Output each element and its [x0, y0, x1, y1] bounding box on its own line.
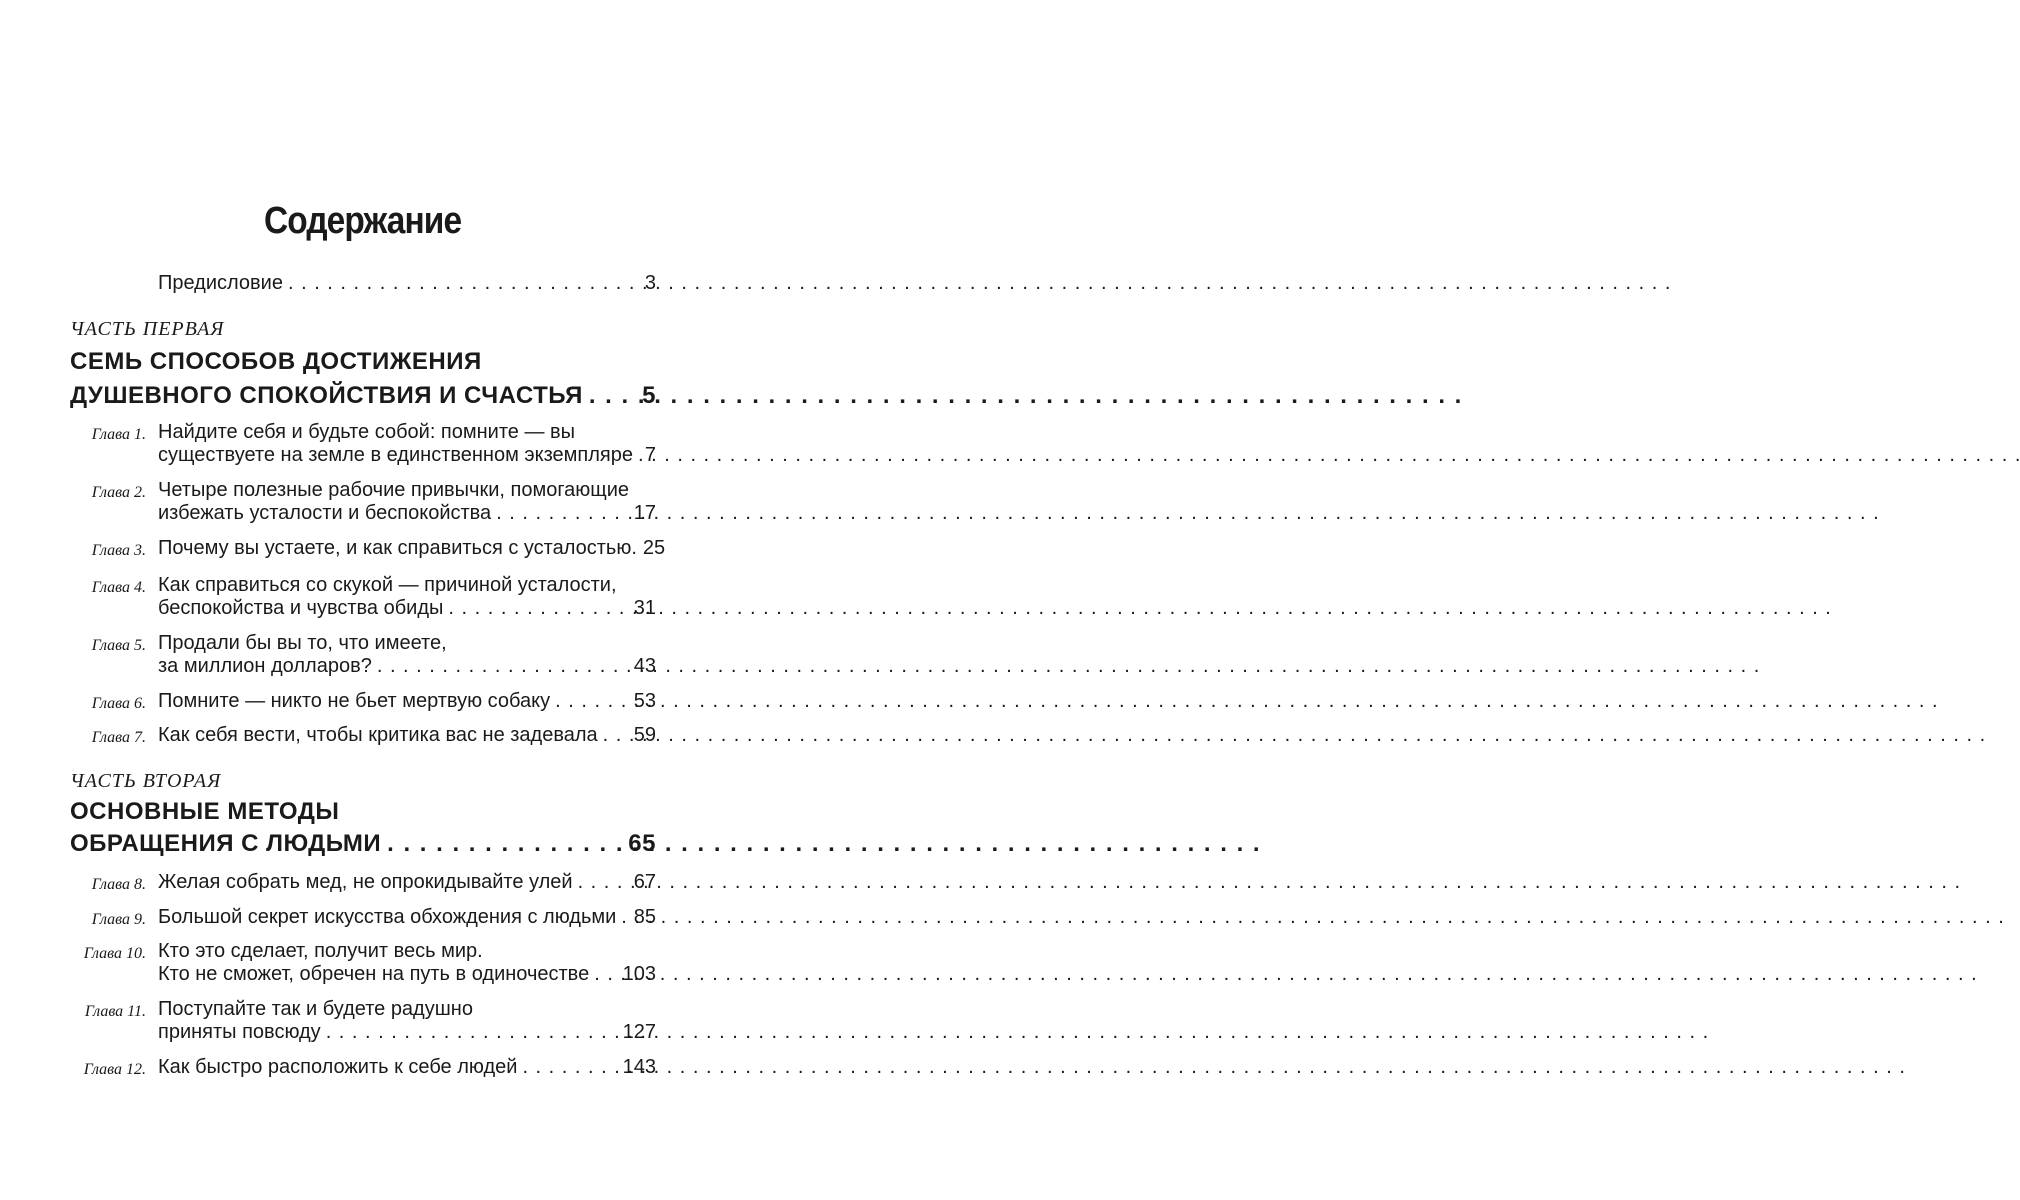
page-number: 43 [633, 655, 656, 677]
chapter-label: Глава 10. [83, 945, 146, 962]
chapter-label: Глава 2. [91, 484, 146, 501]
part-title-line2: ОБРАЩЕНИЯ С ЛЮДЬМИ [70, 830, 382, 857]
part-kicker: ЧАСТЬ ПЕРВАЯ [70, 318, 225, 340]
chapter-title-line2: беспокойства и чувства обиды [158, 597, 444, 619]
chapter-title-line2: за миллион долларов? [158, 655, 372, 677]
chapter-label: Глава 6. [91, 695, 146, 712]
page-number: 17 [633, 502, 656, 524]
part-title-line2-row[interactable] [70, 380, 656, 412]
chapter-title-line1[interactable]: Как справиться со скукой — причиной усталости, [158, 574, 617, 596]
toc-entry-chapter-3[interactable] [158, 535, 666, 562]
dot-leader [517, 1054, 618, 1081]
dot-leader [491, 500, 630, 527]
page-number: 5 [642, 382, 656, 409]
chapter-label: Глава 8. [91, 876, 146, 893]
part-title-line2: ДУШЕВНОГО СПОКОЙСТВИЯ И СЧАСТЬЯ [70, 382, 583, 409]
dot-leader [381, 828, 624, 860]
dot-leader [321, 1019, 619, 1046]
toc-entry-preface[interactable] [158, 270, 656, 297]
chapter-label: Глава 3. [91, 542, 146, 559]
toc-entry-chapter-9[interactable] [158, 904, 656, 931]
chapter-label: Глава 9. [91, 911, 146, 928]
part-title-line2-row[interactable] [70, 828, 656, 860]
part-title-line1: ОСНОВНЫЕ МЕТОДЫ [70, 798, 340, 825]
chapter-title-line1: Желая собрать мед, не опрокидывайте улей [158, 871, 573, 893]
toc-entry-chapter-10[interactable] [158, 961, 656, 988]
chapter-title-line1[interactable]: Найдите себя и будьте собой: помните — вы [158, 421, 576, 443]
part-title-line1: СЕМЬ СПОСОБОВ ДОСТИЖЕНИЯ [70, 348, 482, 375]
dot-leader [633, 442, 641, 469]
toc-entry-chapter-7[interactable] [158, 722, 656, 749]
chapter-title-line2: избежать усталости и беспокойства [158, 502, 492, 524]
toc-entry-chapter-12[interactable] [158, 1054, 656, 1081]
chapter-title-line1[interactable]: Поступайте так и будете радушно [158, 998, 473, 1020]
entry-label: Предисловие [158, 272, 283, 294]
page-number: 143 [622, 1056, 656, 1078]
page-number: 65 [628, 830, 656, 857]
dot-leader [283, 270, 641, 297]
dot-leader [616, 904, 629, 931]
chapter-label: Глава 11. [84, 1003, 146, 1020]
chapter-title-line1: Как быстро расположить к себе людей [158, 1056, 518, 1078]
chapter-title-line1: Почему вы устаете, и как справиться с усталостью. [158, 537, 637, 559]
page-number: 3 [644, 272, 656, 294]
chapter-label: Глава 12. [83, 1061, 146, 1078]
toc-entry-chapter-6[interactable] [158, 688, 656, 715]
page-number: 127 [622, 1021, 656, 1043]
chapter-title-line1[interactable]: Четыре полезные рабочие привычки, помогающие [158, 479, 630, 501]
page-number: 31 [633, 597, 656, 619]
dot-leader [598, 722, 630, 749]
page-number: 53 [633, 690, 656, 712]
toc-entry-chapter-1[interactable] [158, 442, 656, 469]
part-kicker: ЧАСТЬ ВТОРАЯ [70, 770, 222, 792]
chapter-title-line1[interactable]: Кто это сделает, получит весь мир. [158, 940, 483, 962]
dot-leader [583, 380, 638, 412]
toc-entry-chapter-11[interactable] [158, 1019, 656, 1046]
page-number: 7 [644, 444, 656, 466]
dot-leader [372, 653, 630, 680]
page-number: 59 [633, 724, 656, 746]
chapter-title-line2: существуете на земле в единственном экземпляре [158, 444, 633, 466]
toc-page [0, 0, 900, 1200]
dot-leader [589, 961, 618, 988]
page-number: 67 [633, 871, 656, 893]
toc-entry-chapter-5[interactable] [158, 653, 656, 680]
chapter-label: Глава 1. [91, 426, 146, 443]
toc-entry-chapter-2[interactable] [158, 500, 656, 527]
chapter-title-line1[interactable]: Продали бы вы то, что имеете, [158, 632, 447, 654]
toc-entry-chapter-4[interactable] [158, 595, 656, 622]
toc-entry-chapter-8[interactable] [158, 869, 656, 896]
chapter-label: Глава 4. [91, 579, 146, 596]
dot-leader [550, 688, 630, 715]
chapter-title-line2: приняты повсюду [158, 1021, 321, 1043]
chapter-title-line1: Как себя вести, чтобы критика вас не задевала [158, 724, 598, 746]
chapter-title-line1: Помните — никто не бьет мертвую собаку [158, 690, 551, 712]
chapter-label: Глава 5. [91, 637, 146, 654]
chapter-title-line1: Большой секрет искусства обхождения с людьми [158, 906, 617, 928]
page-number: 85 [633, 906, 656, 928]
chapter-label: Глава 7. [91, 729, 146, 746]
dot-leader [573, 869, 630, 896]
page-number: 25 [642, 537, 666, 559]
page-title: Содержание [263, 200, 462, 242]
dot-leader [443, 595, 629, 622]
chapter-title-line2: Кто не сможет, обречен на путь в одиночестве [158, 963, 590, 985]
page-number: 103 [622, 963, 656, 985]
